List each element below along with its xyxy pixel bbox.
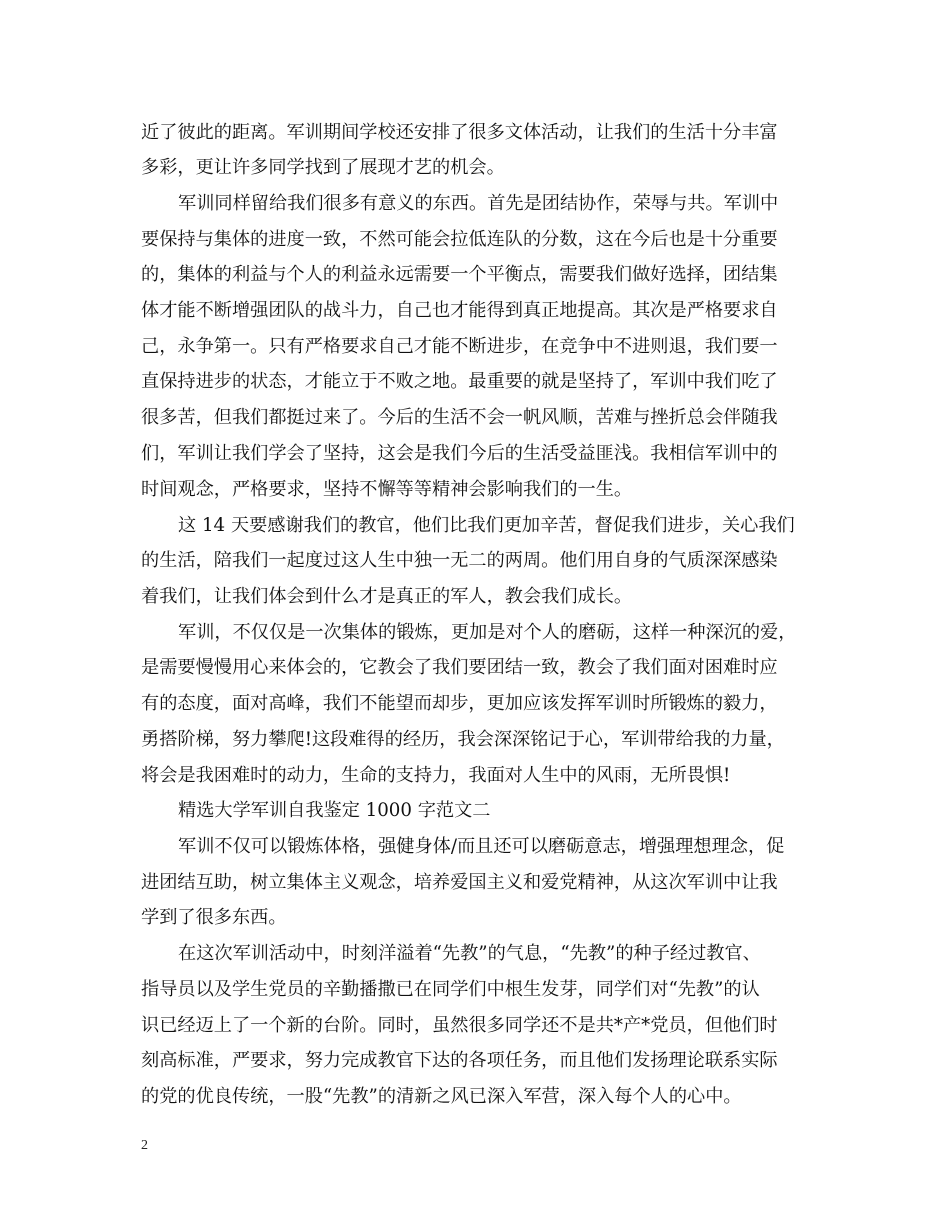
page-number: 2: [141, 1138, 148, 1153]
text-line: 多彩，更让许多同学找到了展现才艺的机会。: [141, 157, 505, 178]
text-line: 将会是我困难时的动力，生命的支持力，我面对人生中的风雨，无所畏惧!: [141, 765, 731, 786]
text-line: 军训不仅可以锻炼体格，强健身体/而且还可以磨砺意志，增强理想理念，促: [178, 836, 785, 857]
text-line: 指导员以及学生党员的辛勤播撒已在同学们中根生发芽，同学们对“先教”的认: [141, 979, 760, 1000]
section-heading: 精选大学军训自我鉴定 1000 字范文二: [178, 800, 491, 821]
text-line: 要保持与集体的进度一致，不然可能会拉低连队的分数，这在今后也是十分重要: [141, 229, 778, 250]
text-line: 体才能不断增强团队的战斗力，自己也才能得到真正地提高。其次是严格要求自: [141, 300, 778, 321]
text-line: 着我们，让我们体会到什么才是真正的军人，教会我们成长。: [141, 586, 633, 607]
text-line: 这 14 天要感谢我们的教官，他们比我们更加辛苦，督促我们进步，关心我们: [178, 515, 795, 536]
text-line: 时间观念，严格要求，坚持不懈等等精神会影响我们的一生。: [141, 479, 633, 500]
text-line: 勇搭阶梯，努力攀爬!这段难得的经历，我会深深铭记于心，军训带给我的力量，: [141, 729, 785, 750]
text-line: 在这次军训活动中，时刻洋溢着“先教”的气息，“先教”的种子经过教官、: [178, 943, 761, 964]
text-line: 很多苦，但我们都挺过来了。今后的生活不会一帆风顺，苦难与挫折总会伴随我: [141, 407, 778, 428]
text-line: 学到了很多东西。: [141, 907, 287, 928]
text-line: 们，军训让我们学会了坚持，这会是我们今后的生活受益匪浅。我相信军训中的: [141, 443, 778, 464]
text-line: 有的态度，面对高峰，我们不能望而却步，更加应该发挥军训时所锻炼的毅力，: [141, 693, 778, 714]
text-line: 直保持进步的状态，才能立于不败之地。最重要的就是坚持了，军训中我们吃了: [141, 371, 778, 392]
text-line: 刻高标准，严要求，努力完成教官下达的各项任务，而且他们发扬理论联系实际: [141, 1050, 778, 1071]
text-line: 的，集体的利益与个人的利益永远需要一个平衡点，需要我们做好选择，团结集: [141, 264, 778, 285]
text-line: 的党的优良传统，一股“先教”的清新之风已深入军营，深入每个人的心中。: [141, 1086, 742, 1107]
text-line: 识已经迈上了一个新的台阶。同时，虽然很多同学还不是共*产*党员，但他们时: [141, 1015, 778, 1036]
text-line: 的生活，陪我们一起度过这人生中独一无二的两周。他们用自身的气质深深感染: [141, 550, 778, 571]
text-line: 己，永争第一。只有严格要求自己才能不断进步，在竞争中不进则退，我们要一: [141, 336, 778, 357]
text-line: 是需要慢慢用心来体会的，它教会了我们要团结一致，教会了我们面对困难时应: [141, 657, 778, 678]
text-line: 近了彼此的距离。军训期间学校还安排了很多文体活动，让我们的生活十分丰富: [141, 122, 778, 143]
text-line: 进团结互助，树立集体主义观念，培养爱国主义和爱党精神，从这次军训中让我: [141, 872, 778, 893]
text-line: 军训，不仅仅是一次集体的锻炼，更加是对个人的磨砺，这样一种深沉的爱，: [178, 622, 797, 643]
text-line: 军训同样留给我们很多有意义的东西。首先是团结协作，荣辱与共。军训中: [178, 193, 779, 214]
